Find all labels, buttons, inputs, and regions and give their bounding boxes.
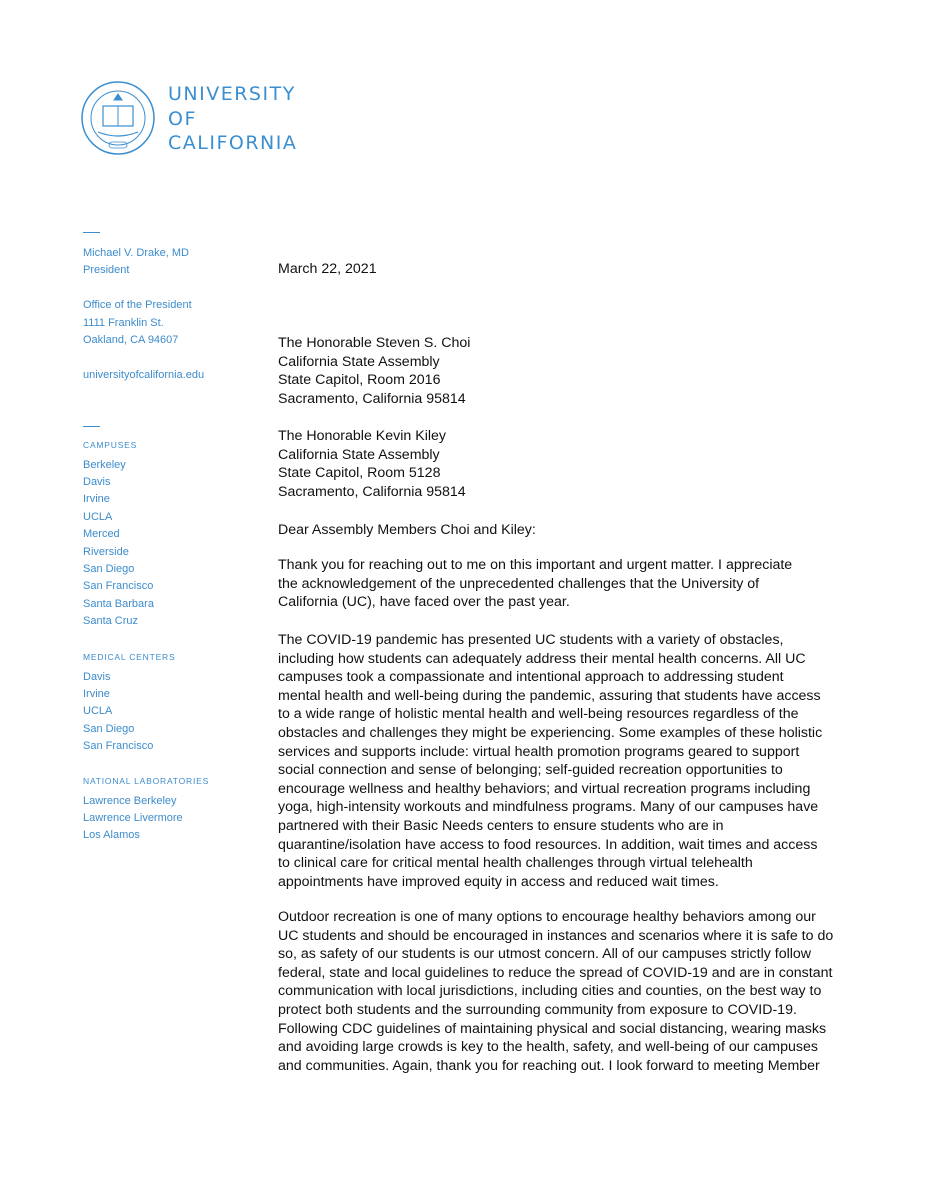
text-line: social connection and sense of belonging; self-guided recreation opportunities to (278, 762, 783, 779)
text-line: Davis (83, 475, 111, 488)
text-line: campuses took a compassionate and intentional approach to addressing student (278, 669, 784, 686)
paragraph-3 (278, 908, 833, 1075)
office-line: 1111 Franklin St. (83, 316, 164, 329)
text-line: The COVID-19 pandemic has presented UC students with a variety of obstacles, (278, 632, 784, 648)
text-line: the acknowledgement of the unprecedented challenges that the University of (278, 575, 760, 592)
text-line: Following CDC guidelines of maintaining physical and social distancing, wearing masks (278, 1020, 827, 1037)
text-line: obstacles and challenges they might be experiencing. Some examples of these holistic (278, 724, 823, 741)
text-line: UCLA (83, 705, 113, 718)
text-line: California State Assembly (278, 353, 440, 370)
text-line: yoga, high-intensity workouts and mindfulness programs. Many of our campuses have (278, 799, 819, 816)
text-line: federal, state and local guidelines to reduce the spread of COVID-19 and are in constant (278, 964, 833, 981)
office-line: Office of the President (83, 299, 192, 312)
text-line: State Capitol, Room 2016 (278, 372, 441, 389)
text-line: including how students can adequately address their mental health concerns. All UC (278, 650, 806, 667)
text-line: Lawrence Livermore (83, 811, 183, 824)
date-text: March 22, 2021 (278, 261, 377, 277)
recipient-address-2 (278, 427, 466, 501)
text-line: so, as safety of our students is our utmost concern. All of our campuses strictly follow (278, 946, 812, 963)
section-heading: NATIONAL LABORATORIES (83, 776, 210, 786)
text-line: Merced (83, 528, 120, 541)
text-line: quarantine/isolation have access to food resources. In addition, wait times and access (278, 836, 818, 853)
text-line: to clinical care for critical mental health challenges through virtual telehealth (278, 855, 753, 872)
text-line: Lawrence Berkeley (83, 794, 177, 807)
text-line: Irvine (83, 687, 110, 700)
text-line: California State Assembly (278, 446, 440, 463)
wordmark-line: OF (168, 107, 197, 130)
sender-info (83, 245, 204, 384)
text-line: The Honorable Kevin Kiley (278, 428, 446, 444)
salutation-text: Dear Assembly Members Choi and Kiley: (278, 522, 536, 538)
text-line: Berkeley (83, 458, 126, 471)
paragraph-1 (278, 556, 792, 612)
text-line: Sacramento, California 95814 (278, 390, 466, 407)
sender-name: Michael V. Drake, MD (83, 247, 189, 259)
text-line: Irvine (83, 493, 110, 506)
section-heading: CAMPUSES (83, 440, 138, 450)
text-line: to a wide range of holistic mental health and well-being resources regardless of the (278, 706, 799, 723)
text-line: The Honorable Steven S. Choi (278, 335, 471, 351)
sender-title: President (83, 264, 130, 277)
text-line: services and supports include: virtual health promotion programs geared to support (278, 743, 800, 760)
text-line: Los Alamos (83, 829, 140, 842)
text-line: UCLA (83, 510, 113, 523)
office-line: Oakland, CA 94607 (83, 333, 179, 346)
university-wordmark (168, 82, 297, 156)
wordmark-line: CALIFORNIA (168, 132, 298, 154)
text-line: San Diego (83, 562, 135, 575)
campuses-list (83, 437, 154, 631)
text-line: Thank you for reaching out to me on this important and urgent matter. I appreciate (278, 557, 793, 573)
paragraph-2 (278, 631, 822, 891)
text-line: and avoiding large crowds is key to the health, safety, and well-being of our campuses (278, 1039, 818, 1056)
text-line: Santa Cruz (83, 615, 139, 628)
text-line: State Capitol, Room 5128 (278, 465, 441, 482)
salutation (278, 521, 536, 540)
recipient-address-1 (278, 334, 470, 408)
text-line: San Diego (83, 722, 135, 735)
text-line: encourage wellness and healthy behaviors; and virtual recreation programs including (278, 780, 811, 797)
text-line: Riverside (83, 545, 129, 558)
text-line: San Francisco (83, 580, 154, 593)
text-line: and communities. Again, thank you for reaching out. I look forward to meeting Member (278, 1057, 820, 1074)
text-line: mental health and well-being during the pandemic, assuring that students have access (278, 687, 821, 704)
section-heading: MEDICAL CENTERS (83, 652, 176, 662)
text-line: Davis (83, 670, 111, 683)
text-line: San Francisco (83, 740, 154, 753)
text-line: protect both students and the surrounding community from exposure to COVID-19. (278, 1001, 797, 1018)
medical-centers-list (83, 649, 175, 756)
text-line: UC students and should be encouraged in instances and scenarios where it is safe to do (278, 927, 834, 944)
text-line: California (UC), have faced over the past year. (278, 594, 570, 611)
text-line: appointments have improved equity in access and reduced wait times. (278, 873, 719, 890)
divider (83, 232, 100, 233)
uc-seal-logo (80, 80, 156, 156)
text-line: Outdoor recreation is one of many options to encourage healthy behaviors among our (278, 909, 816, 925)
text-line: Sacramento, California 95814 (278, 483, 466, 500)
text-line: partnered with their Basic Needs centers to ensure students who are in (278, 817, 724, 834)
divider (83, 426, 100, 427)
text-line: Santa Barbara (83, 597, 154, 610)
text-line: communication with local jurisdictions, including cities and counties, on the best way to (278, 983, 822, 1000)
website-link[interactable]: universityofcalifornia.edu (83, 368, 205, 381)
national-labs-list (83, 773, 209, 845)
wordmark-line: UNIVERSITY (168, 83, 296, 105)
letter-date (278, 260, 377, 279)
